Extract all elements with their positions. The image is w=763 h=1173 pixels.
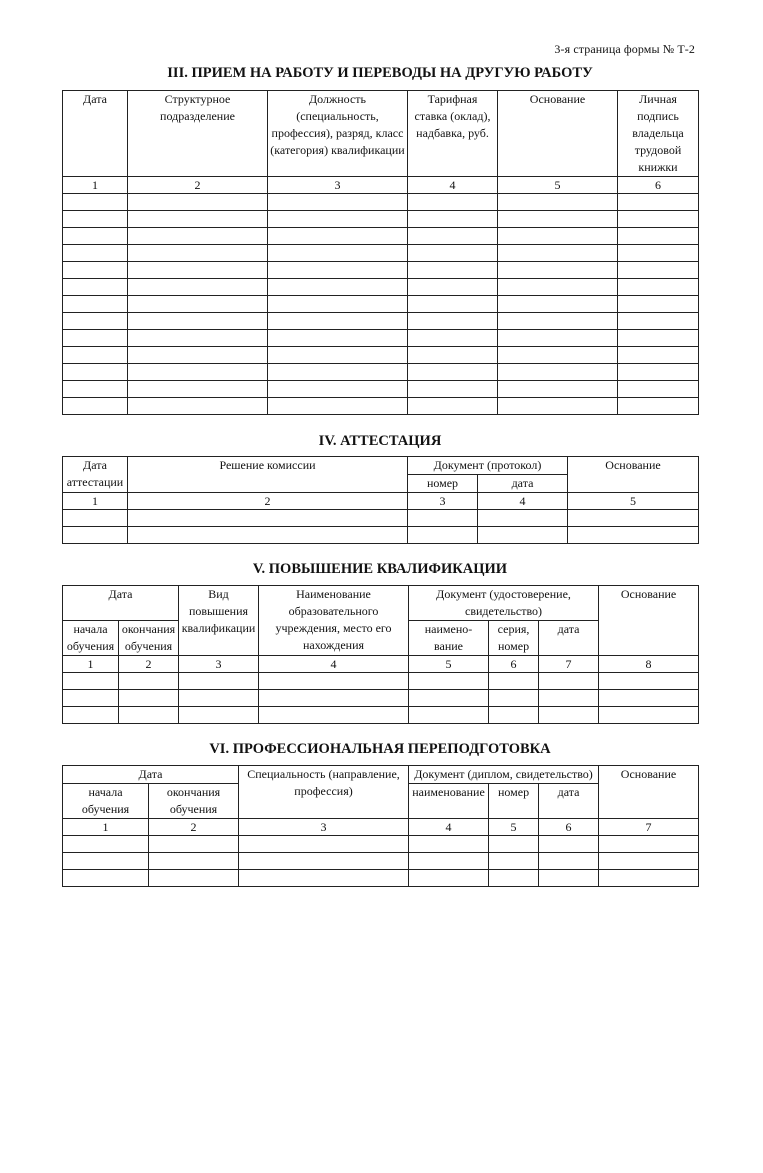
entry-cell <box>498 279 618 296</box>
entry-cell <box>149 836 239 853</box>
section-3-number-row <box>63 177 699 194</box>
entry-cell <box>618 262 699 279</box>
entry-cell <box>498 228 618 245</box>
entry-cell <box>259 690 409 707</box>
col-header-start: начала обучения <box>63 621 119 656</box>
section-6-number-row <box>63 819 699 836</box>
entry-cell <box>498 347 618 364</box>
entry-cell <box>268 279 408 296</box>
entry-cell <box>618 228 699 245</box>
entry-cell <box>63 707 119 724</box>
entry-cell <box>268 211 408 228</box>
entry-cell <box>618 330 699 347</box>
entry-cell <box>119 673 179 690</box>
entry-cell <box>408 245 498 262</box>
entry-cell <box>498 364 618 381</box>
entry-cell <box>63 364 128 381</box>
entry-cell <box>63 211 128 228</box>
entry-cell <box>63 228 128 245</box>
entry-cell <box>63 527 128 544</box>
empty-entry-row <box>63 690 699 707</box>
entry-cell <box>63 279 128 296</box>
entry-cell <box>128 279 268 296</box>
section-3-title: III. ПРИЕМ НА РАБОТУ И ПЕРЕВОДЫ НА ДРУГУЮ РАБОТУ <box>167 65 593 81</box>
col-header-basis: Основание <box>599 586 699 656</box>
col-number: 4 <box>478 493 568 510</box>
entry-cell <box>408 211 498 228</box>
entry-cell <box>408 279 498 296</box>
col-number: 3 <box>408 493 478 510</box>
entry-cell <box>128 262 268 279</box>
form-page-reference: 3-я страница формы № Т-2 <box>554 42 695 56</box>
empty-entry-row <box>63 262 699 279</box>
entry-cell <box>409 836 489 853</box>
entry-cell <box>498 245 618 262</box>
empty-entry-row <box>63 211 699 228</box>
entry-cell <box>268 313 408 330</box>
entry-cell <box>63 313 128 330</box>
entry-cell <box>568 527 699 544</box>
entry-cell <box>128 313 268 330</box>
section-4-title: IV. АТТЕСТАЦИЯ <box>318 433 442 449</box>
entry-cell <box>128 330 268 347</box>
entry-cell <box>239 853 409 870</box>
entry-cell <box>408 313 498 330</box>
col-header-series: серия, номер <box>489 621 539 656</box>
entry-cell <box>478 510 568 527</box>
entry-cell <box>408 398 498 415</box>
entry-cell <box>128 347 268 364</box>
entry-cell <box>489 673 539 690</box>
empty-entry-row <box>63 364 699 381</box>
empty-entry-row <box>63 673 699 690</box>
entry-cell <box>618 364 699 381</box>
entry-cell <box>239 870 409 887</box>
col-header-start: начала обучения <box>63 784 149 819</box>
entry-cell <box>599 690 699 707</box>
entry-cell <box>63 381 128 398</box>
col-header-institution: Наименование образовательного учреждения, место его нахождения <box>259 586 409 656</box>
col-header-doc-date: дата <box>478 475 568 493</box>
empty-entry-row <box>63 510 699 527</box>
col-number: 1 <box>63 177 128 194</box>
entry-cell <box>498 398 618 415</box>
entry-cell <box>618 398 699 415</box>
entry-cell <box>498 262 618 279</box>
entry-cell <box>128 527 408 544</box>
section-6-title: VI. ПРОФЕССИОНАЛЬНАЯ ПЕРЕПОДГОТОВКА <box>209 741 551 757</box>
entry-cell <box>498 330 618 347</box>
section-5-title: V. ПОВЫШЕНИЕ КВАЛИФИКАЦИИ <box>252 561 508 577</box>
entry-cell <box>128 381 268 398</box>
entry-cell <box>599 673 699 690</box>
col-header-doc-name: наименование <box>409 784 489 819</box>
entry-cell <box>268 194 408 211</box>
entry-cell <box>179 673 259 690</box>
section-6-header-row <box>63 766 699 784</box>
entry-cell <box>179 690 259 707</box>
entry-cell <box>119 707 179 724</box>
entry-cell <box>268 347 408 364</box>
col-header-doc-name: наимено-вание <box>409 621 489 656</box>
col-header-basis: Основание <box>568 457 699 493</box>
col-number: 4 <box>408 177 498 194</box>
section-5-body <box>63 673 699 724</box>
col-header-basis: Основание <box>498 91 618 177</box>
section-3-table <box>62 90 699 415</box>
entry-cell <box>268 228 408 245</box>
entry-cell <box>539 673 599 690</box>
entry-cell <box>128 510 408 527</box>
entry-cell <box>539 853 599 870</box>
entry-cell <box>408 330 498 347</box>
entry-cell <box>539 690 599 707</box>
col-number: 1 <box>63 819 149 836</box>
section-4-number-row <box>63 493 699 510</box>
col-number: 5 <box>568 493 699 510</box>
section-6-table <box>62 765 699 887</box>
entry-cell <box>149 853 239 870</box>
entry-cell <box>63 296 128 313</box>
col-header-date: Дата <box>63 91 128 177</box>
entry-cell <box>489 870 539 887</box>
col-header-number: номер <box>408 475 478 493</box>
col-header-end: окончания обучения <box>149 784 239 819</box>
entry-cell <box>489 690 539 707</box>
entry-cell <box>63 347 128 364</box>
empty-entry-row <box>63 313 699 330</box>
col-number: 2 <box>128 493 408 510</box>
section-4-body <box>63 510 699 544</box>
entry-cell <box>618 245 699 262</box>
empty-entry-row <box>63 381 699 398</box>
entry-cell <box>128 296 268 313</box>
col-number: 6 <box>618 177 699 194</box>
empty-entry-row <box>63 707 699 724</box>
entry-cell <box>599 870 699 887</box>
empty-entry-row <box>63 870 699 887</box>
col-header-document: Документ (протокол) <box>408 457 568 475</box>
empty-entry-row <box>63 194 699 211</box>
col-header-date: Дата <box>63 766 239 784</box>
entry-cell <box>268 245 408 262</box>
entry-cell <box>179 707 259 724</box>
col-number: 5 <box>498 177 618 194</box>
entry-cell <box>63 330 128 347</box>
col-number: 1 <box>63 656 119 673</box>
entry-cell <box>408 527 478 544</box>
col-number: 4 <box>259 656 409 673</box>
col-header-number: номер <box>489 784 539 819</box>
entry-cell <box>408 296 498 313</box>
col-header-basis: Основание <box>599 766 699 819</box>
col-header-decision: Решение комиссии <box>128 457 408 493</box>
section-4-header-row <box>63 457 699 475</box>
col-header-signature: Личная подпись владельца трудовой книжки <box>618 91 699 177</box>
col-header-document: Документ (диплом, свидетельство) <box>409 766 599 784</box>
col-number: 2 <box>119 656 179 673</box>
entry-cell <box>408 347 498 364</box>
entry-cell <box>408 194 498 211</box>
entry-cell <box>149 870 239 887</box>
entry-cell <box>63 836 149 853</box>
entry-cell <box>259 707 409 724</box>
empty-entry-row <box>63 245 699 262</box>
entry-cell <box>63 510 128 527</box>
entry-cell <box>63 690 119 707</box>
empty-entry-row <box>63 398 699 415</box>
section-5-header-row <box>63 586 699 621</box>
entry-cell <box>409 707 489 724</box>
entry-cell <box>498 194 618 211</box>
section-5-table <box>62 585 699 724</box>
col-number: 2 <box>149 819 239 836</box>
entry-cell <box>409 673 489 690</box>
entry-cell <box>63 853 149 870</box>
entry-cell <box>539 707 599 724</box>
entry-cell <box>498 381 618 398</box>
empty-entry-row <box>63 836 699 853</box>
entry-cell <box>599 836 699 853</box>
entry-cell <box>63 398 128 415</box>
entry-cell <box>539 870 599 887</box>
col-number: 2 <box>128 177 268 194</box>
entry-cell <box>268 262 408 279</box>
entry-cell <box>498 313 618 330</box>
entry-cell <box>408 228 498 245</box>
entry-cell <box>618 211 699 228</box>
empty-entry-row <box>63 853 699 870</box>
entry-cell <box>489 836 539 853</box>
col-number: 6 <box>539 819 599 836</box>
col-number: 7 <box>539 656 599 673</box>
entry-cell <box>268 296 408 313</box>
entry-cell <box>618 194 699 211</box>
col-number: 5 <box>489 819 539 836</box>
entry-cell <box>259 673 409 690</box>
entry-cell <box>599 853 699 870</box>
entry-cell <box>498 296 618 313</box>
empty-entry-row <box>63 296 699 313</box>
empty-entry-row <box>63 279 699 296</box>
col-header-division: Структурное подразделение <box>128 91 268 177</box>
entry-cell <box>239 836 409 853</box>
col-number: 7 <box>599 819 699 836</box>
entry-cell <box>128 228 268 245</box>
col-header-specialty: Специальность (направление, профессия) <box>239 766 409 819</box>
entry-cell <box>618 279 699 296</box>
entry-cell <box>128 194 268 211</box>
col-header-position: Должность (специальность, профессия), разряд, класс (категория) квалификации <box>268 91 408 177</box>
col-number: 4 <box>409 819 489 836</box>
entry-cell <box>408 364 498 381</box>
col-header-date: Дата <box>63 586 179 621</box>
col-number: 6 <box>489 656 539 673</box>
entry-cell <box>539 836 599 853</box>
entry-cell <box>489 853 539 870</box>
entry-cell <box>63 262 128 279</box>
entry-cell <box>568 510 699 527</box>
entry-cell <box>618 296 699 313</box>
section-3-body <box>63 194 699 415</box>
entry-cell <box>478 527 568 544</box>
col-number: 5 <box>409 656 489 673</box>
empty-entry-row <box>63 228 699 245</box>
col-header-date: Дата аттестации <box>63 457 128 493</box>
col-number: 3 <box>268 177 408 194</box>
entry-cell <box>128 364 268 381</box>
col-header-doc-date: дата <box>539 784 599 819</box>
entry-cell <box>618 313 699 330</box>
entry-cell <box>489 707 539 724</box>
entry-cell <box>63 673 119 690</box>
col-number: 1 <box>63 493 128 510</box>
entry-cell <box>128 211 268 228</box>
entry-cell <box>128 398 268 415</box>
entry-cell <box>599 707 699 724</box>
section-3-header-row <box>63 91 699 177</box>
entry-cell <box>408 262 498 279</box>
empty-entry-row <box>63 527 699 544</box>
entry-cell <box>63 870 149 887</box>
entry-cell <box>63 245 128 262</box>
entry-cell <box>268 381 408 398</box>
col-header-doc-date: дата <box>539 621 599 656</box>
entry-cell <box>268 330 408 347</box>
col-header-kind: Вид повышения квалификации <box>179 586 259 656</box>
entry-cell <box>408 510 478 527</box>
entry-cell <box>63 194 128 211</box>
entry-cell <box>128 245 268 262</box>
col-header-rate: Тарифная ставка (оклад), надбавка, руб. <box>408 91 498 177</box>
section-4-table <box>62 456 699 544</box>
col-header-end: окончания обучения <box>119 621 179 656</box>
entry-cell <box>119 690 179 707</box>
empty-entry-row <box>63 347 699 364</box>
entry-cell <box>618 347 699 364</box>
entry-cell <box>409 870 489 887</box>
section-5-number-row <box>63 656 699 673</box>
entry-cell <box>268 364 408 381</box>
entry-cell <box>408 381 498 398</box>
entry-cell <box>268 398 408 415</box>
entry-cell <box>618 381 699 398</box>
col-number: 3 <box>239 819 409 836</box>
entry-cell <box>498 211 618 228</box>
entry-cell <box>409 853 489 870</box>
col-number: 8 <box>599 656 699 673</box>
col-header-document: Документ (удостоверение, свидетельство) <box>409 586 599 621</box>
col-number: 3 <box>179 656 259 673</box>
entry-cell <box>409 690 489 707</box>
section-6-body <box>63 836 699 887</box>
empty-entry-row <box>63 330 699 347</box>
